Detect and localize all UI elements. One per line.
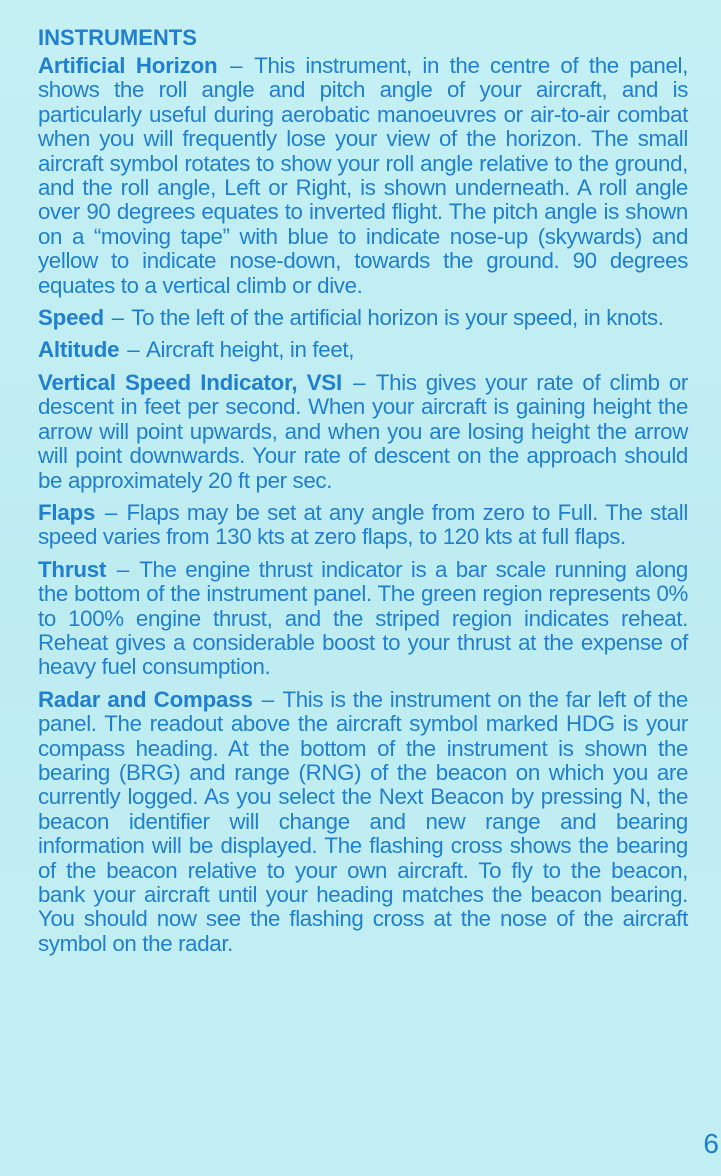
- entry-text: To the left of the artificial horizon is your speed, in knots.: [131, 305, 664, 331]
- entry-title: Radar and Compass: [38, 686, 253, 712]
- entry-text: Aircraft height, in feet,: [145, 337, 355, 363]
- entry-separator: –: [116, 556, 129, 582]
- entry-vertical-speed-indicator: [38, 371, 688, 493]
- entry-thrust: [38, 558, 688, 680]
- entry-altitude: [38, 338, 688, 362]
- entry-separator: –: [261, 686, 274, 712]
- instruments-section: [38, 24, 688, 964]
- entry-separator: –: [230, 53, 243, 78]
- entry-separator: –: [111, 305, 124, 331]
- entry-artificial-horizon: [38, 54, 688, 298]
- entry-title: Flaps: [38, 499, 96, 525]
- page-number: 6: [703, 1128, 719, 1159]
- entry-radar-and-compass: [38, 688, 688, 956]
- entry-title: Artificial Horizon: [38, 53, 218, 78]
- entry-title: Altitude: [38, 337, 120, 363]
- entry-separator: –: [104, 499, 117, 525]
- section-title: INSTRUMENTS: [38, 25, 197, 50]
- entry-title: Speed: [38, 305, 104, 331]
- entry-flaps: [38, 501, 688, 550]
- entry-text: This gives your rate of climb or descent in feet per second. When your aircraft is gaining height the arrow will point upwards, and when you are losing height the arrow will point downwards. Your rate of descent on the approach should be approximately 20 ft per sec.: [38, 369, 688, 493]
- entry-separator: –: [353, 369, 366, 395]
- entry-title: Vertical Speed Indicator, VSI: [38, 369, 342, 395]
- entry-text: The engine thrust indicator is a bar scale running along the bottom of the instrument panel. The green region represents 0% to 100% engine thrust, and the striped region indicates reheat. Reheat gives a considerable boost to your thrust at the expense of heavy fuel consumption.: [38, 556, 688, 680]
- entry-text: This is the instrument on the far left of the panel. The readout above the aircraft symbol marked HDG is your compass heading. At the bottom of the instrument is shown the bearing (BRG) and range (RNG) of the beacon on which you are currently logged. As you select the Next Beacon by pressing N, the beacon identifier will change and new range and bearing information will be displayed. The flashing cross shows the bearing of the beacon relative to your own aircraft. To fly to the beacon, bank your aircraft until your heading matches the beacon bearing. You should now see the flashing cross at the nose of the aircraft symbol on the radar.: [38, 686, 688, 956]
- entry-text: This instrument, in the centre of the panel, shows the roll angle and pitch angle of your aircraft, and is particularly useful during aerobatic manoeuvres or air-to-air combat when you will frequently lose your view of the horizon. The small aircraft symbol rotates to show your roll angle relative to the ground, and the roll angle, Left or Right, is shown underneath. A roll angle over 90 degrees equates to inverted flight. The pitch angle is shown on a “moving tape” with blue to indicate nose-up (skywards) and yellow to indicate nose-down, towards the ground. 90 degrees equates to a vertical climb or dive.: [38, 53, 688, 298]
- entry-separator: –: [127, 337, 140, 363]
- entry-title: Thrust: [38, 556, 107, 582]
- entry-text: Flaps may be set at any angle from zero to Full. The stall speed varies from 130 kts at zero flaps, to 120 kts at full flaps.: [38, 499, 688, 550]
- entry-speed: [38, 306, 688, 330]
